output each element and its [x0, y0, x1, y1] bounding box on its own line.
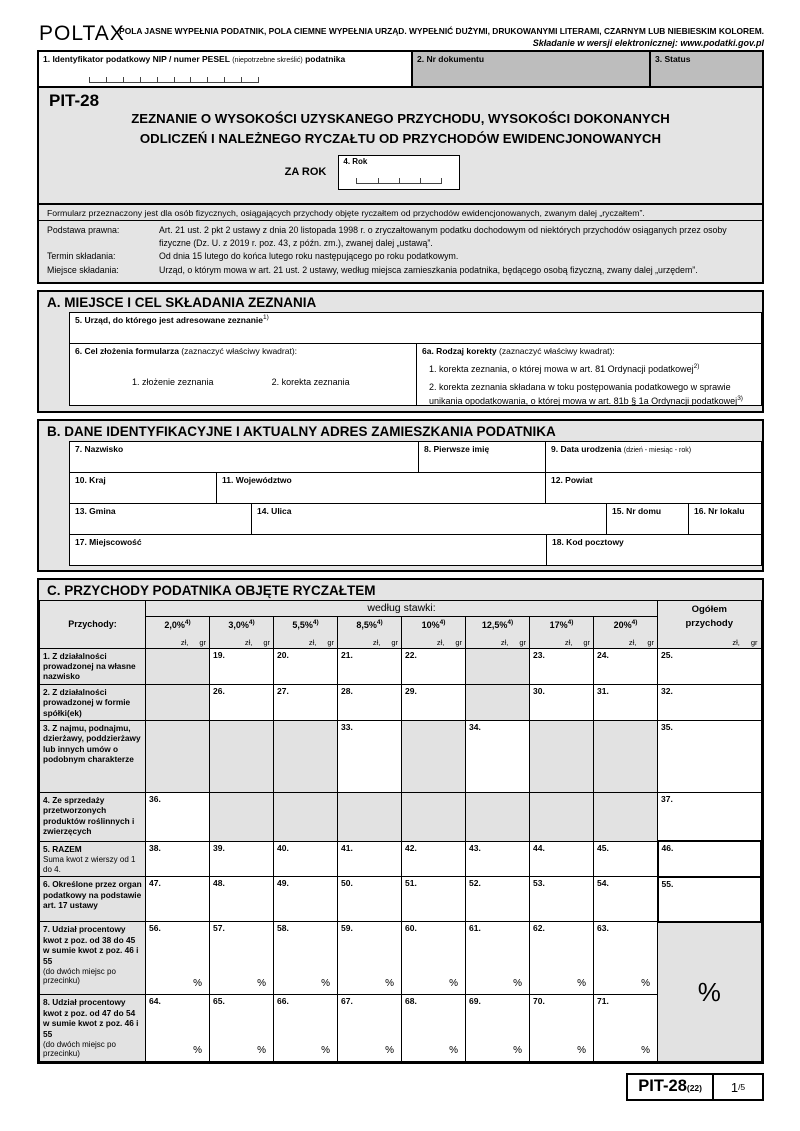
percent-sign: % [577, 1045, 586, 1057]
cell-39[interactable]: 39. [210, 841, 274, 877]
cell-disabled [146, 720, 210, 792]
legal-label: Termin składania: [47, 251, 116, 262]
cell-47[interactable]: 47. [146, 877, 210, 922]
legal-text: Art. 21 ust. 2 pkt 2 ustawy z dnia 20 listopada 1998 r. o zryczałtowanym podatku dochodowym od niektórych przychodów osiąganych przez osoby fizyczne (Dz. U. z 2019 r. poz. 43, z późn. zm.), zwanej dalej „ustawą”. [159, 225, 727, 249]
field-nip-pesel-label: 1. Identyfikator podatkowy NIP / numer PESEL (niepotrzebne skreślić) podatnika [43, 54, 346, 64]
table-row [40, 648, 762, 684]
col-header-rate: 3,0%$^{4)}$ zł, gr [210, 616, 274, 648]
fill-instruction: POLA JASNE WYPEŁNIA PODATNIK, POLA CIEMNE WYPEŁNIA URZĄD. WYPEŁNIĆ DUŻYMI, DRUKOWANYMI LITERAMI, CZARNYM LUB NIEBIESKIM KOLOREM. [119, 26, 764, 36]
cell-66[interactable]: 66. % [274, 995, 338, 1062]
poltax-logo: POLTAX [39, 22, 125, 45]
cell-30[interactable]: 30. [530, 684, 594, 720]
percent-sign: % [321, 978, 330, 990]
cell-54[interactable]: 54. [594, 877, 658, 922]
cell-28[interactable]: 28. [338, 684, 402, 720]
za-rok-label: ZA ROK [284, 166, 327, 179]
percent-sign: % [321, 1045, 330, 1057]
percent-sign: % [641, 1045, 651, 1057]
cell-disabled [466, 684, 530, 720]
option-korekta-art-81[interactable]: 1. korekta zeznania, o której mowa w art. 81 Ordynacji podatkowej$^{2)}$ [429, 362, 700, 374]
section-a-title: A. MIEJSCE I CEL SKŁADANIA ZEZNANIA [47, 294, 317, 310]
cell-55[interactable]: 55. [658, 877, 761, 922]
field-12-powiat[interactable]: 12. Powiat [545, 472, 762, 504]
field-4-rok[interactable] [338, 155, 460, 190]
percent-sign: % [449, 1045, 458, 1057]
field-nip-pesel[interactable] [39, 52, 411, 86]
cell-65[interactable]: 65. % [210, 995, 274, 1062]
cell-26[interactable]: 26. [210, 684, 274, 720]
percent-sign: % [641, 978, 651, 990]
legal-label: Podstawa prawna: [47, 225, 120, 235]
table-row [40, 877, 762, 922]
form-purpose-note: Formularz przeznaczony jest dla osób fizycznych, osiągających przychody objęte ryczałtem od przychodów ewidencjonowanych, zwanym dalej „ryczałtem”. [39, 203, 762, 220]
field-nr-dokumentu-label: 2. Nr dokumentu [417, 54, 485, 64]
cell-46[interactable]: 46. [658, 841, 761, 877]
col-header-rate: 20%$^{4)}$ zł, gr [594, 616, 658, 648]
income-table [39, 600, 762, 1062]
cell-disabled [338, 792, 402, 841]
percent-sign: % [513, 978, 522, 990]
field-13-gmina[interactable]: 13. Gmina [69, 503, 252, 535]
table-row [40, 841, 762, 877]
cell-29[interactable]: 29. [402, 684, 466, 720]
section-b-title: B. DANE IDENTYFIKACYJNE I AKTUALNY ADRES ZAMIESZKANIA PODATNIKA [47, 423, 556, 439]
table-row [40, 995, 762, 1062]
option-korekta-art-81b[interactable]: 2. korekta zeznania składana w toku postępowania podatkowego w sprawie unikania opodatkowania, o której mowa w art. 81b § 1a Ordynacji podatkowej$^{3)}$ [429, 382, 743, 406]
cell-22[interactable]: 22. [402, 648, 466, 684]
field-17-miejscowosc[interactable]: 17. Miejscowość [69, 534, 547, 566]
cell-57[interactable]: 57. % [210, 922, 274, 995]
footer-page-number: 1 /5 [712, 1075, 762, 1099]
col-header-rate: 8,5%$^{4)}$ zł, gr [338, 616, 402, 648]
cell-53[interactable]: 53. [530, 877, 594, 922]
option-zlozenie-zeznania[interactable]: 1. złożenie zeznania [132, 376, 214, 387]
field-5-label: 5. Urząd, do którego jest adresowane zeznanie$^{1)}$ [75, 313, 269, 325]
identification-row [39, 52, 762, 88]
col-header-rate: 10%$^{4)}$ zł, gr [402, 616, 466, 648]
cell-67[interactable]: 67. % [338, 995, 402, 1062]
percent-sign: % [577, 978, 586, 990]
col-header-przychody: Przychody: [40, 600, 146, 648]
row-label-2: 2. Z działalności prowadzonej w formie spółki(ek) [40, 684, 146, 720]
cell-31[interactable]: 31. [594, 684, 658, 720]
cell-disabled [274, 792, 338, 841]
percent-sign: % [193, 1045, 202, 1057]
field-11-wojewodztwo[interactable]: 11. Województwo [216, 472, 546, 504]
cell-52[interactable]: 52. [466, 877, 530, 922]
row-label-7: 7. Udział procentowy kwot z poz. od 38 do 45 w sumie kwot z poz. 46 i 55 (do dwóch miejsc po przecinku) [40, 922, 146, 995]
percent-sign: % [385, 1045, 394, 1057]
legal-basis-block [39, 220, 762, 282]
cell-69[interactable]: 69. % [466, 995, 530, 1062]
cell-disabled [402, 720, 466, 792]
field-18-kod-pocztowy[interactable]: 18. Kod pocztowy [546, 534, 762, 566]
row-label-8: 8. Udział procentowy kwot z poz. od 47 do 54 w sumie kwot z poz. 46 i 55 (do dwóch miejsc po przecinku) [40, 995, 146, 1062]
cell-disabled [210, 720, 274, 792]
cell-42[interactable]: 42. [402, 841, 466, 877]
cell-disabled [402, 792, 466, 841]
section-c-title: C. PRZYCHODY PODATNIKA OBJĘTE RYCZAŁTEM [47, 582, 376, 598]
field-7-nazwisko[interactable]: 7. Nazwisko [69, 441, 419, 473]
field-6a-rodzaj-korekty [416, 343, 762, 406]
year-comb-field[interactable] [356, 178, 442, 184]
cell-33[interactable]: 33. [338, 720, 402, 792]
col-header-rate: 17%$^{4)}$ zł, gr [530, 616, 594, 648]
cell-59[interactable]: 59. % [338, 922, 402, 995]
field-status[interactable] [649, 52, 762, 86]
legal-label: Miejsce składania: [47, 264, 119, 275]
cell-45[interactable]: 45. [594, 841, 658, 877]
percent-sign: % [257, 978, 266, 990]
cell-disabled [530, 792, 594, 841]
cell-disabled [146, 648, 210, 684]
cell-63[interactable]: 63. % [594, 922, 658, 995]
field-9-data-urodzenia[interactable]: 9. Data urodzenia (dzień - miesiąc - rok) [545, 441, 762, 473]
percent-sign: % [449, 978, 458, 990]
field-6-label: 6. Cel złożenia formularza (zaznaczyć właściwy kwadrat): [75, 345, 298, 356]
cell-62[interactable]: 62. % [530, 922, 594, 995]
efiling-note: Składanie w wersji elektronicznej: www.podatki.gov.pl [532, 38, 764, 48]
field-nr-dokumentu[interactable] [411, 52, 649, 86]
col-header-rate: 12,5%$^{4)}$ zł, gr [466, 616, 530, 648]
cell-58[interactable]: 58. % [274, 922, 338, 995]
field-15-nr-domu[interactable]: 15. Nr domu [606, 503, 689, 535]
row-label-1: 1. Z działalności prowadzonej na własne nazwisko [40, 648, 146, 684]
cell-41[interactable]: 41. [338, 841, 402, 877]
legal-text: Od dnia 15 lutego do końca lutego roku następującego po roku podatkowym. [159, 251, 459, 262]
percent-sign: % [193, 978, 202, 990]
page-header [37, 0, 764, 50]
cell-disabled [146, 684, 210, 720]
percent-sign: % [513, 1045, 522, 1057]
row-label-6: 6. Określone przez organ podatkowy na podstawie art. 17 ustawy [40, 877, 146, 922]
field-10-kraj[interactable]: 10. Kraj [69, 472, 217, 504]
cell-49[interactable]: 49. [274, 877, 338, 922]
col-group-wedlug-stawki: według stawki: [146, 600, 658, 616]
section-a [37, 290, 764, 413]
form-title-area [39, 88, 762, 203]
field-16-nr-lokalu[interactable]: 16. Nr lokalu [688, 503, 762, 535]
cell-19[interactable]: 19. [210, 648, 274, 684]
cell-36[interactable]: 36. [146, 792, 210, 841]
cell-disabled [530, 720, 594, 792]
cell-70[interactable]: 70. % [530, 995, 594, 1062]
form-title-line2: ODLICZEŃ I NALEŻNEGO RYCZAŁTU OD PRZYCHODÓW EWIDENCJONOWANYCH [139, 131, 662, 147]
cell-32[interactable]: 32. [658, 684, 761, 720]
form-top-block [37, 50, 764, 284]
col-header-rate: 5,5%$^{4)}$ zł, gr [274, 616, 338, 648]
cell-34[interactable]: 34. [466, 720, 530, 792]
section-c [37, 578, 764, 1064]
form-title-line1: ZEZNANIE O WYSOKOŚCI UZYSKANEGO PRZYCHODU, WYSOKOŚCI DOKONANYCH [131, 111, 670, 126]
cell-71[interactable]: 71. % [594, 995, 658, 1062]
cell-51[interactable]: 51. [402, 877, 466, 922]
form-code: PIT-28 [49, 91, 100, 110]
cell-43[interactable]: 43. [466, 841, 530, 877]
cell-44[interactable]: 44. [530, 841, 594, 877]
field-status-label: 3. Status [655, 54, 691, 64]
cell-68[interactable]: 68. % [402, 995, 466, 1062]
field-5-urzad[interactable] [69, 312, 762, 344]
cell-37[interactable]: 37. [658, 792, 761, 841]
table-row [40, 922, 762, 995]
cell-21[interactable]: 21. [338, 648, 402, 684]
pit-28-form-page [37, 0, 764, 1101]
cell-27[interactable]: 27. [274, 684, 338, 720]
total-percent-cell: % [658, 922, 761, 1062]
cell-60[interactable]: 60. % [402, 922, 466, 995]
cell-23[interactable]: 23. [530, 648, 594, 684]
col-header-ogolem: Ogółem przychody zł, gr [658, 600, 761, 648]
cell-disabled [594, 720, 658, 792]
col-header-rate: 2,0%$^{4)}$ zł, gr [146, 616, 210, 648]
row-label-5: 5. RAZEM Suma kwot z wierszy od 1 do 4. [40, 841, 146, 877]
cell-disabled [274, 720, 338, 792]
cell-24[interactable]: 24. [594, 648, 658, 684]
cell-disabled [210, 792, 274, 841]
cell-56[interactable]: 56. % [146, 922, 210, 995]
nip-comb-field[interactable] [89, 77, 259, 83]
percent-sign: % [385, 978, 394, 990]
option-korekta-zeznania[interactable]: 2. korekta zeznania [271, 376, 350, 387]
cell-disabled [594, 792, 658, 841]
cell-40[interactable]: 40. [274, 841, 338, 877]
cell-disabled [466, 792, 530, 841]
section-b [37, 419, 764, 572]
cell-61[interactable]: 61. % [466, 922, 530, 995]
cell-20[interactable]: 20. [274, 648, 338, 684]
table-row [40, 792, 762, 841]
page-footer [37, 1073, 764, 1101]
cell-35[interactable]: 35. [658, 720, 761, 792]
table-row [40, 684, 762, 720]
field-8-pierwsze-imie[interactable]: 8. Pierwsze imię [418, 441, 546, 473]
field-4-rok-label: 4. Rok [343, 156, 368, 166]
cell-38[interactable]: 38. [146, 841, 210, 877]
cell-disabled [466, 648, 530, 684]
cell-50[interactable]: 50. [338, 877, 402, 922]
percent-sign: % [257, 1045, 266, 1057]
row-label-4: 4. Ze sprzedaży przetworzonych produktów roślinnych i zwierzęcych [40, 792, 146, 841]
footer-form-code: PIT-28(22) [638, 1077, 702, 1096]
legal-text: Urząd, o którym mowa w art. 21 ust. 2 ustawy, według miejsca zamieszkania podatnika, będącego osobą fizyczną, zwany dalej „urzędem”. [159, 264, 698, 275]
cell-25[interactable]: 25. [658, 648, 761, 684]
row-label-3: 3. Z najmu, podnajmu, dzierżawy, poddzierżawy lub innych umów o podobnym charakterze [40, 720, 146, 792]
field-6-cel-zlozenia [69, 343, 417, 406]
field-6a-label: 6a. Rodzaj korekty (zaznaczyć właściwy kwadrat): [422, 345, 615, 356]
field-14-ulica[interactable]: 14. Ulica [251, 503, 607, 535]
cell-48[interactable]: 48. [210, 877, 274, 922]
table-row [40, 720, 762, 792]
cell-64[interactable]: 64. % [146, 995, 210, 1062]
